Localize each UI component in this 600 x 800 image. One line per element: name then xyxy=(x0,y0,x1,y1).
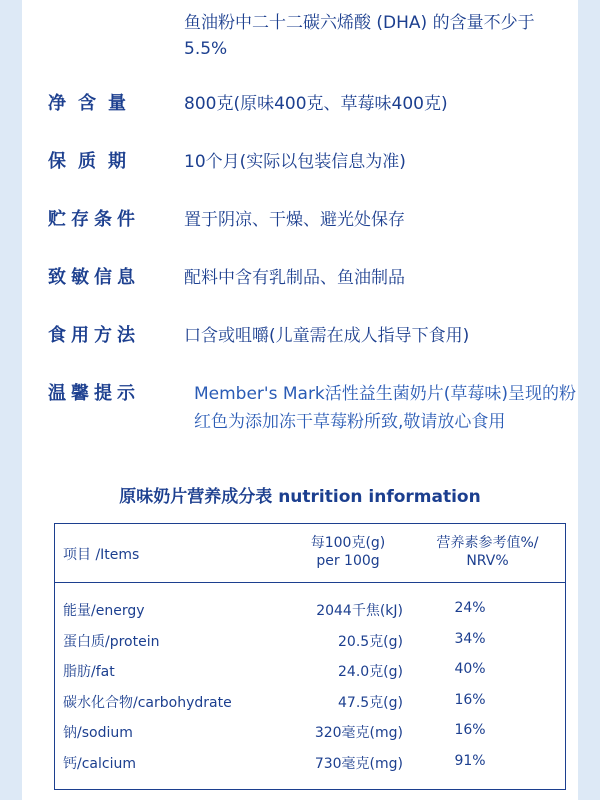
spec-row-allergen xyxy=(48,264,572,294)
left-border-strip xyxy=(0,0,22,800)
nutrition-rows xyxy=(55,594,565,777)
spec-value: 置于阴凉、干燥、避光处保存 xyxy=(184,210,405,230)
nutrient-amount: 320毫克(mg) xyxy=(314,725,403,741)
nutrient-name: 脂肪/fat xyxy=(63,664,115,680)
nutrient-amount: 24.0克(g) xyxy=(338,664,403,680)
spec-value: 10个月(实际以包装信息为准) xyxy=(184,152,406,172)
table-row xyxy=(55,625,565,656)
spec-label: 保质期 xyxy=(48,151,138,172)
table-row xyxy=(55,716,565,747)
nutrient-name: 能量/energy xyxy=(63,603,145,619)
spec-value: 800克(原味400克、草莓味400克) xyxy=(184,94,448,114)
tip-label: 温馨提示 xyxy=(48,383,140,404)
spec-value: 口含或咀嚼(儿童需在成人指导下食用) xyxy=(184,326,470,346)
table-row xyxy=(55,747,565,778)
spec-label: 净含量 xyxy=(48,93,138,114)
nutrient-name: 钠/sodium xyxy=(63,725,133,741)
spec-label: 致敏信息 xyxy=(48,267,140,288)
header-items: 项目 /Items xyxy=(63,547,140,563)
dha-content-note: 鱼油粉中二十二碳六烯酸 (DHA) 的含量不少于 5.5% xyxy=(184,13,535,59)
nutrient-nrv: 16% xyxy=(454,722,486,738)
nutrient-nrv: 34% xyxy=(454,630,486,647)
spec-row-usage xyxy=(48,322,572,352)
nutrient-nrv: 16% xyxy=(454,691,486,708)
product-info-panel xyxy=(22,0,578,800)
nutrient-nrv: 40% xyxy=(454,661,486,677)
nutrient-amount: 47.5克(g) xyxy=(338,694,403,711)
nutrition-table-title: 原味奶片营养成分表 nutrition information xyxy=(119,487,481,507)
header-per100g: 每100克(g) per 100g xyxy=(310,535,386,569)
nutrient-name: 碳水化合物/carbohydrate xyxy=(63,694,232,711)
nutrient-name: 蛋白质/protein xyxy=(63,633,160,650)
spec-label: 食用方法 xyxy=(48,325,140,346)
nutrition-table xyxy=(54,523,566,790)
table-row xyxy=(55,655,565,686)
nutrient-nrv: 91% xyxy=(454,752,486,769)
nutrient-name: 钙/calcium xyxy=(63,755,136,772)
spec-row-shelf-life xyxy=(48,148,572,178)
nutrition-table-header xyxy=(55,524,565,583)
spec-row-storage xyxy=(48,206,572,236)
table-row xyxy=(55,686,565,717)
spec-label: 贮存条件 xyxy=(48,209,140,230)
nutrient-amount: 2044千焦(kJ) xyxy=(316,603,403,619)
nutrient-nrv: 24% xyxy=(454,600,486,616)
header-nrv: 营养素参考值%/ NRV% xyxy=(436,535,539,569)
table-row xyxy=(55,594,565,625)
spec-value: 配料中含有乳制品、鱼油制品 xyxy=(184,268,405,288)
spec-row-net-weight xyxy=(48,90,572,120)
nutrient-amount: 20.5克(g) xyxy=(338,633,403,650)
nutrient-amount: 730毫克(mg) xyxy=(314,755,403,772)
tip-text: Member's Mark活性益生菌奶片(草莓味)呈现的粉红色为添加冻干草莓粉所致,敬请放心食用 xyxy=(194,384,577,432)
